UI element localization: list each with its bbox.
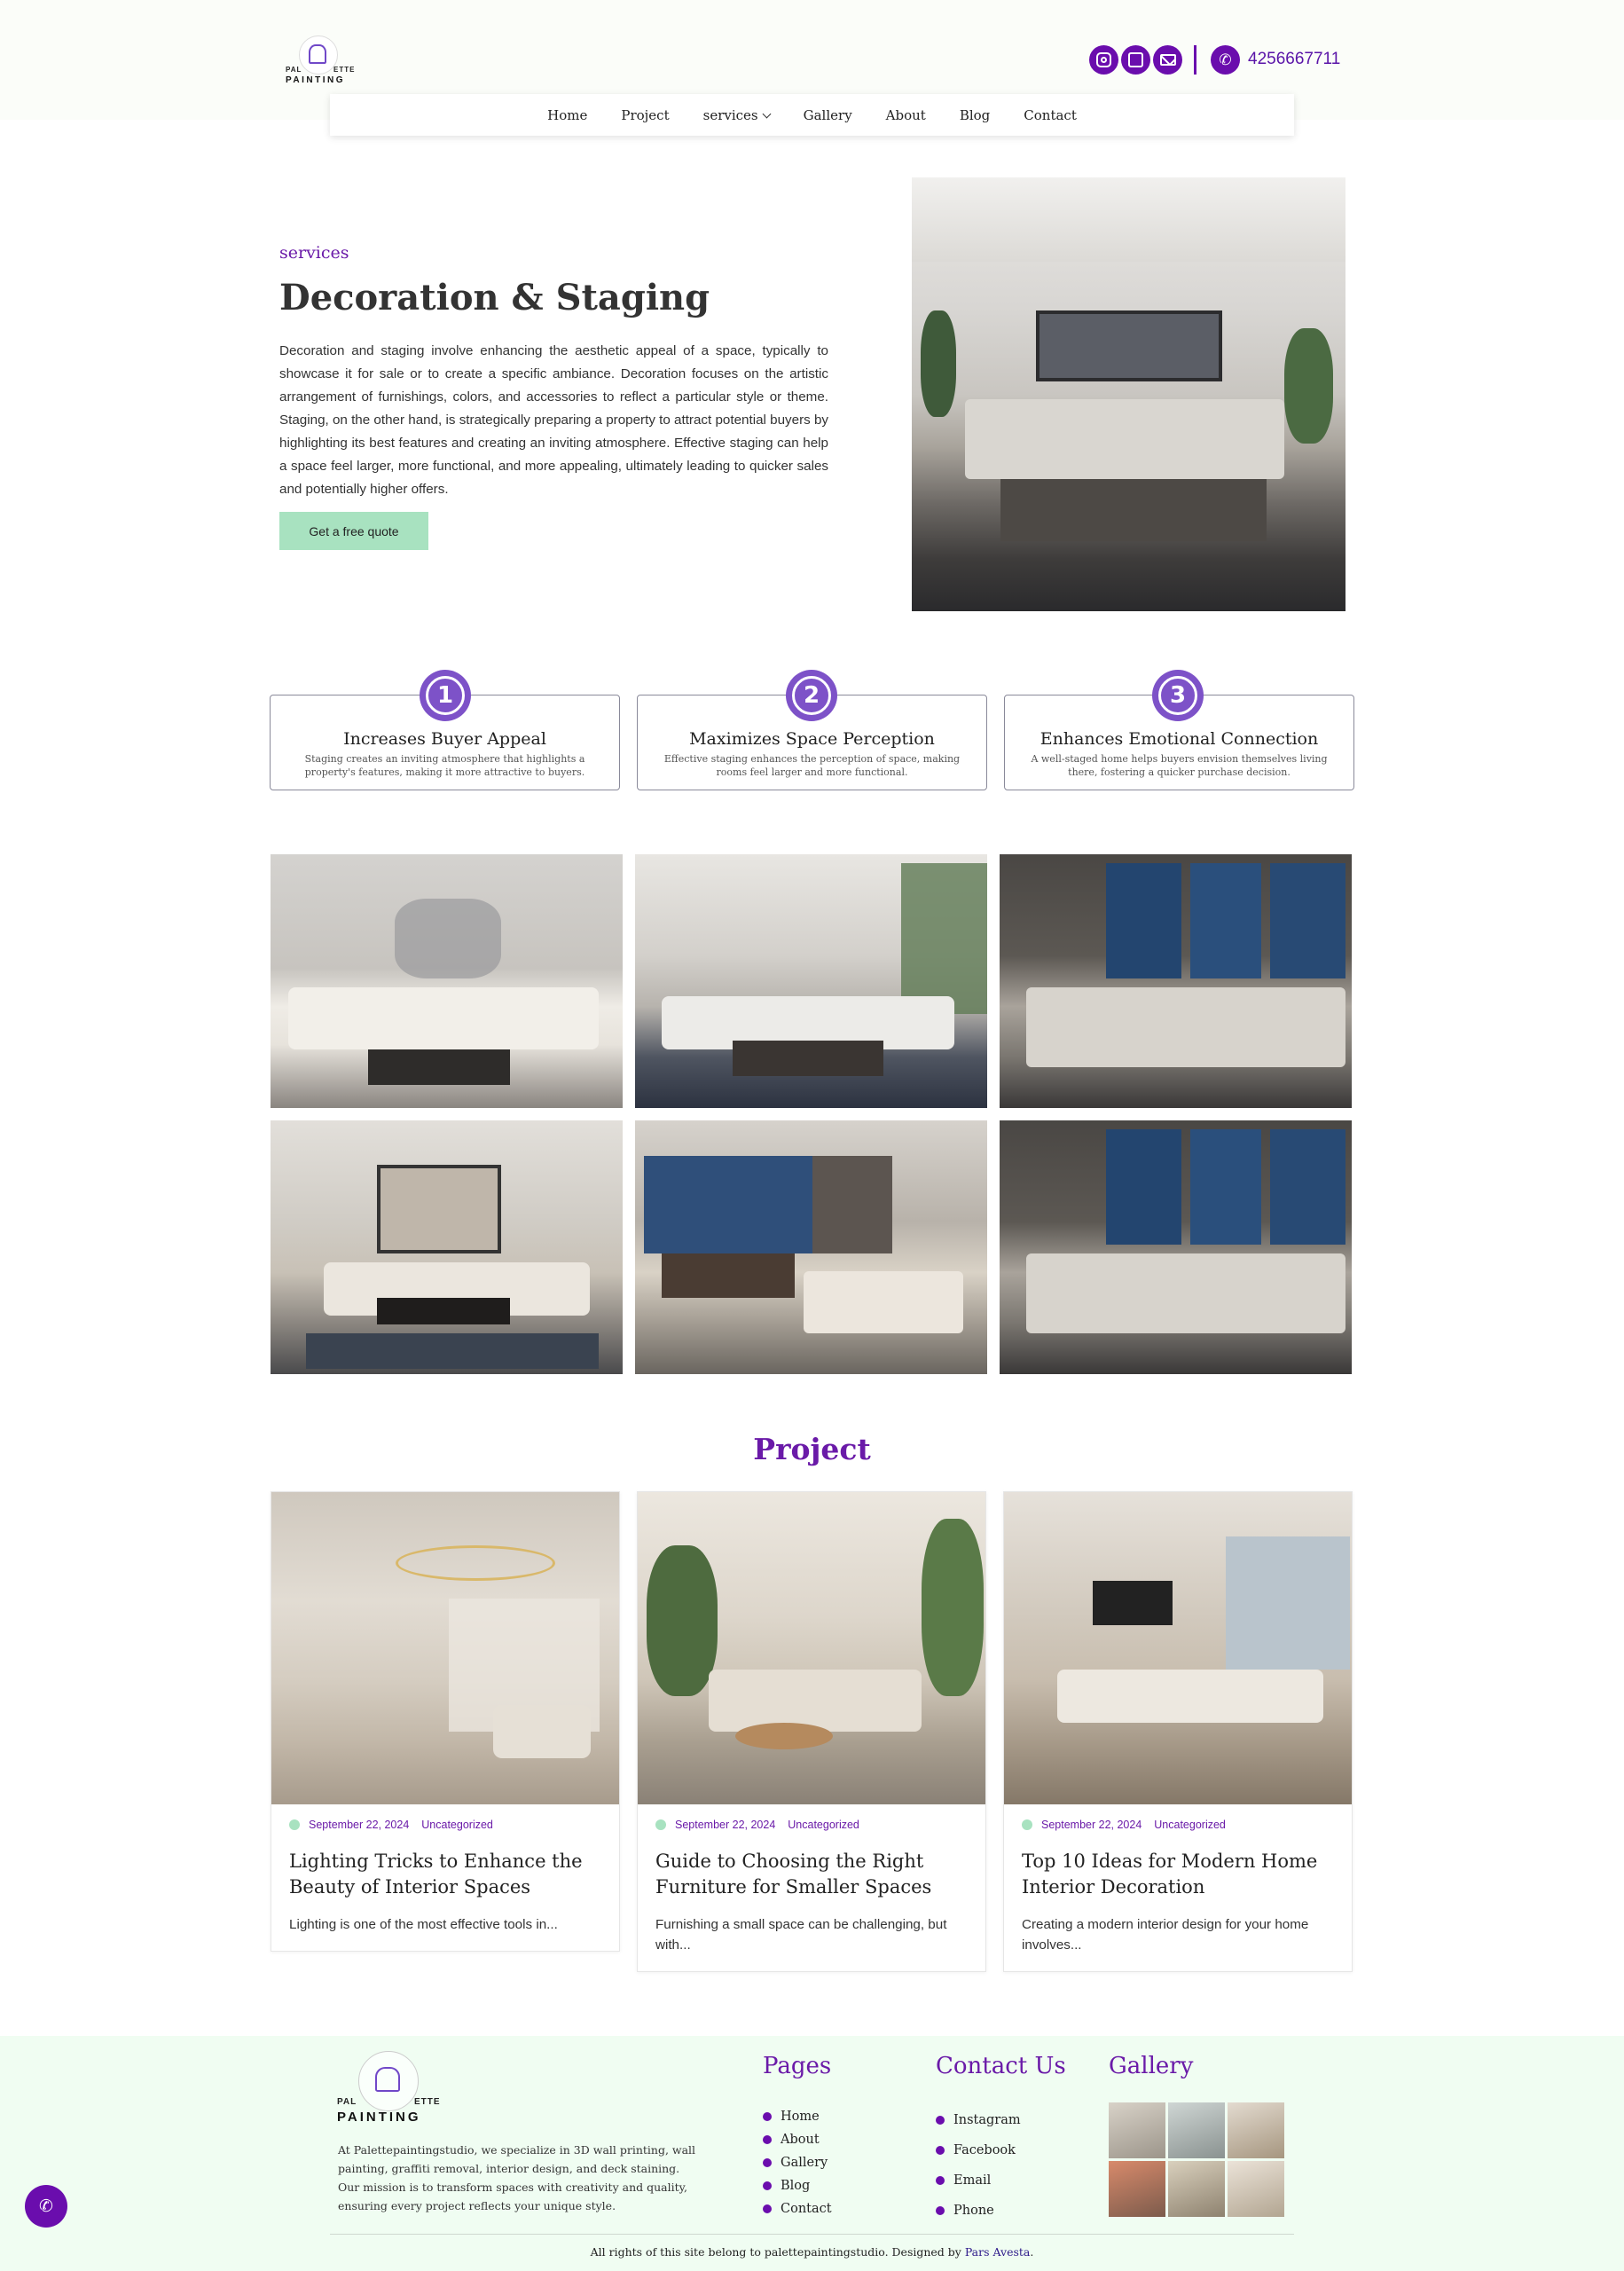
feature-text: A well-staged home helps buyers envision themselves living there, fostering a quicker purchase decision. — [1031, 753, 1328, 778]
footer-link-email[interactable]: Email — [936, 2165, 1021, 2196]
facebook-icon — [1128, 52, 1143, 67]
number-three-icon: 3 — [1152, 670, 1204, 721]
post-title[interactable]: Lighting Tricks to Enhance the Beauty of Interior Spaces — [289, 1851, 583, 1898]
footer-pages-list — [763, 2105, 832, 2220]
date-dot-icon — [1022, 1819, 1032, 1830]
header-phone-number[interactable]: 4256667711 — [1248, 50, 1341, 68]
section-kicker: services — [279, 243, 349, 263]
date-dot-icon — [289, 1819, 300, 1830]
gallery-image[interactable] — [635, 1120, 987, 1374]
footer-link-contact[interactable]: Contact — [763, 2197, 832, 2220]
header-divider — [1194, 45, 1196, 75]
email-button[interactable] — [1153, 45, 1182, 75]
floating-phone-button[interactable] — [25, 2185, 67, 2228]
nav-home[interactable]: Home — [547, 106, 588, 123]
footer-contact-title: Contact Us — [936, 2053, 1066, 2079]
gallery-image[interactable] — [635, 854, 987, 1108]
project-image — [638, 1492, 985, 1804]
footer-gallery-title: Gallery — [1109, 2053, 1194, 2079]
logo-text-pal: PAL — [286, 66, 302, 74]
footer-link-instagram[interactable]: Instagram — [936, 2105, 1021, 2135]
nav-project[interactable]: Project — [621, 106, 670, 123]
footer-gallery-thumb[interactable] — [1168, 2102, 1225, 2158]
footer-gallery-thumb[interactable] — [1109, 2161, 1165, 2217]
gallery-image[interactable] — [1000, 854, 1352, 1108]
main-nav — [330, 94, 1294, 136]
project-card[interactable] — [271, 1491, 620, 1952]
footer-link-home[interactable]: Home — [763, 2105, 832, 2128]
footer-gallery-thumb[interactable] — [1228, 2102, 1284, 2158]
post-excerpt: Creating a modern interior design for your home involves... — [1022, 1917, 1309, 1953]
email-icon — [1160, 54, 1176, 66]
nav-about[interactable]: About — [885, 106, 926, 123]
nav-gallery[interactable]: Gallery — [803, 106, 852, 123]
post-title[interactable]: Guide to Choosing the Right Furniture for Smaller Spaces — [655, 1851, 932, 1898]
footer-about: At Palettepaintingstudio, we specialize in 3D wall printing, wall painting, graffiti removal, interior design, and deck staining. Our mission is to transform spaces with creativity and quality, ensuring every project reflects your unique style. — [338, 2143, 696, 2212]
number-one-icon: 1 — [420, 670, 471, 721]
project-heading: Project — [753, 1432, 871, 1466]
phone-icon[interactable]: ✆ — [1211, 45, 1240, 75]
footer-link-about[interactable]: About — [763, 2128, 832, 2151]
site-logo[interactable] — [282, 35, 356, 89]
logo-text-painting: PAINTING — [286, 75, 346, 85]
post-excerpt: Lighting is one of the most effective tools in... — [289, 1917, 558, 1932]
instagram-button[interactable] — [1089, 45, 1118, 75]
project-image — [271, 1492, 619, 1804]
project-card[interactable] — [1003, 1491, 1353, 1972]
copyright-text: All rights of this site belong to palettepaintingstudio. Designed by — [590, 2245, 965, 2259]
logo-text-ette: ETTE — [333, 66, 356, 74]
nav-contact[interactable]: Contact — [1024, 106, 1077, 123]
footer-logo[interactable] — [335, 2051, 442, 2126]
post-date[interactable]: September 22, 2024 — [1041, 1819, 1142, 1831]
footer-link-facebook[interactable]: Facebook — [936, 2135, 1021, 2165]
logo-text-pal: PAL — [337, 2097, 357, 2107]
post-meta — [271, 1804, 619, 1831]
post-excerpt: Furnishing a small space can be challenging, but with... — [655, 1917, 947, 1953]
page-title: Decoration & Staging — [279, 277, 710, 318]
logo-text-painting: PAINTING — [337, 2110, 421, 2125]
designer-link[interactable]: Pars Avesta — [964, 2245, 1031, 2259]
footer-link-gallery[interactable]: Gallery — [763, 2151, 832, 2174]
feature-text: Effective staging enhances the perception of space, making rooms feel larger and more functional. — [663, 753, 961, 778]
project-card[interactable] — [637, 1491, 986, 1972]
post-title[interactable]: Top 10 Ideas for Modern Home Interior Decoration — [1022, 1851, 1318, 1898]
gallery-image[interactable] — [271, 1120, 623, 1374]
feature-title: Increases Buyer Appeal — [343, 729, 546, 749]
project-image — [1004, 1492, 1352, 1804]
footer-link-blog[interactable]: Blog — [763, 2174, 832, 2197]
get-quote-button[interactable]: Get a free quote — [279, 512, 428, 550]
feature-text: Staging creates an inviting atmosphere that highlights a property's features, making it more attractive to buyers. — [304, 753, 585, 778]
post-meta — [638, 1804, 985, 1831]
post-category[interactable]: Uncategorized — [421, 1819, 493, 1831]
post-meta — [1004, 1804, 1352, 1831]
footer-pages-title: Pages — [763, 2053, 832, 2079]
footer-contact-list — [936, 2105, 1021, 2226]
post-category[interactable]: Uncategorized — [1154, 1819, 1226, 1831]
footer-gallery-thumb[interactable] — [1168, 2161, 1225, 2217]
gallery-image[interactable] — [271, 854, 623, 1108]
facebook-button[interactable] — [1121, 45, 1150, 75]
footer-divider — [330, 2234, 1294, 2235]
footer-gallery — [1109, 2102, 1284, 2217]
date-dot-icon — [655, 1819, 666, 1830]
feature-title: Maximizes Space Perception — [689, 729, 935, 749]
copyright — [0, 2245, 1624, 2259]
feature-title: Enhances Emotional Connection — [1040, 729, 1319, 749]
post-date[interactable]: September 22, 2024 — [675, 1819, 776, 1831]
nav-services-label: services — [702, 106, 758, 123]
nav-blog[interactable]: Blog — [959, 106, 991, 123]
footer-link-phone[interactable]: Phone — [936, 2196, 1021, 2226]
footer-gallery-thumb[interactable] — [1228, 2161, 1284, 2217]
logo-chair-icon — [309, 44, 326, 64]
logo-chair-icon — [375, 2067, 400, 2092]
logo-text-ette: ETTE — [414, 2097, 441, 2107]
footer-gallery-thumb[interactable] — [1109, 2102, 1165, 2158]
hero-image — [912, 177, 1345, 611]
post-date[interactable]: September 22, 2024 — [309, 1819, 410, 1831]
copyright-end: . — [1030, 2245, 1034, 2259]
nav-services[interactable] — [703, 107, 770, 123]
gallery-image[interactable] — [1000, 1120, 1352, 1374]
chevron-down-icon — [762, 109, 771, 118]
instagram-icon — [1096, 52, 1111, 67]
number-two-icon: 2 — [786, 670, 837, 721]
phone-icon: ✆ — [39, 2196, 53, 2216]
post-category[interactable]: Uncategorized — [788, 1819, 859, 1831]
hero-description: Decoration and staging involve enhancing the aesthetic appeal of a space, typically to showcase it for sale or to create a specific ambiance. Decoration focuses on the artistic arrangement of furnishings, colors, and accessories to reflect a particular style or theme. Staging, on the other hand, is strategically preparing a property to attract potential buyers by highlighting its best features and creating an inviting atmosphere. Effective staging can help a space feel larger, more functional, and more appealing, ultimately leading to quicker sales and potentially higher offers. — [279, 343, 828, 497]
